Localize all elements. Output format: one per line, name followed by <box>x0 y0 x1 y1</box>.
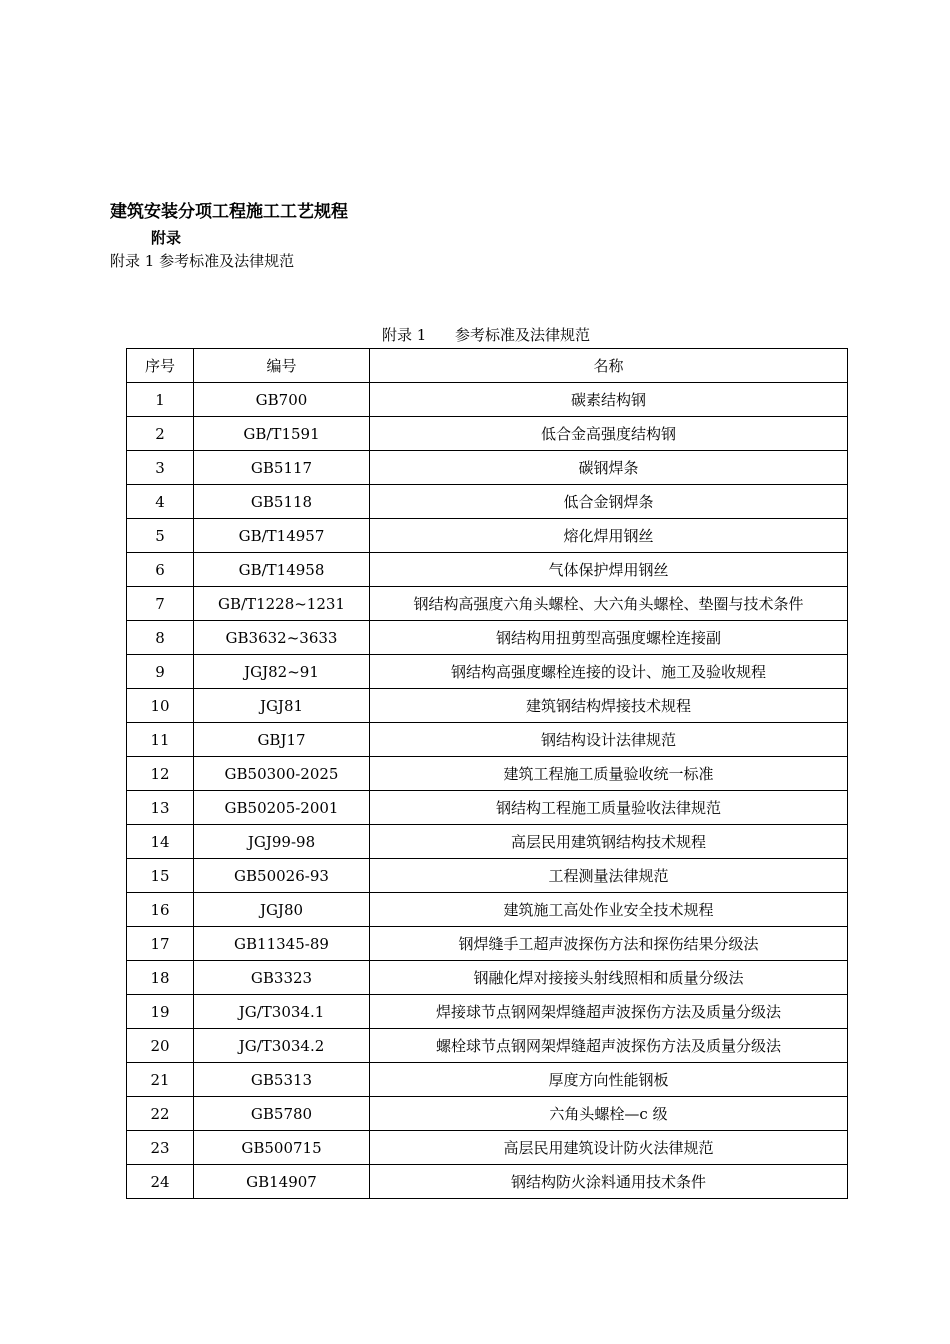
cell-code: GB5313 <box>194 1063 370 1097</box>
cell-name: 碳素结构钢 <box>370 383 848 417</box>
cell-code: GB500715 <box>194 1131 370 1165</box>
table-row <box>127 893 848 927</box>
cell-code: GB50300-2025 <box>194 757 370 791</box>
cell-code: JGJ82~91 <box>194 655 370 689</box>
table-row <box>127 417 848 451</box>
cell-name: 熔化焊用钢丝 <box>370 519 848 553</box>
cell-index: 11 <box>127 723 194 757</box>
cell-code: GB/T14957 <box>194 519 370 553</box>
table-row <box>127 927 848 961</box>
cell-code: GBJ17 <box>194 723 370 757</box>
cell-name: 气体保护焊用钢丝 <box>370 553 848 587</box>
cell-index: 21 <box>127 1063 194 1097</box>
table-row <box>127 689 848 723</box>
cell-name: 低合金钢焊条 <box>370 485 848 519</box>
cell-code: JG/T3034.1 <box>194 995 370 1029</box>
cell-name: 厚度方向性能钢板 <box>370 1063 848 1097</box>
table-row <box>127 961 848 995</box>
section-title: 附录 <box>151 229 182 247</box>
cell-index: 10 <box>127 689 194 723</box>
cell-index: 4 <box>127 485 194 519</box>
header-index: 序号 <box>127 349 194 383</box>
table-body <box>127 383 848 1199</box>
cell-code: GB/T14958 <box>194 553 370 587</box>
cell-name: 钢结构用扭剪型高强度螺栓连接副 <box>370 621 848 655</box>
cell-index: 2 <box>127 417 194 451</box>
cell-name: 钢结构设计法律规范 <box>370 723 848 757</box>
cell-index: 3 <box>127 451 194 485</box>
cell-code: GB14907 <box>194 1165 370 1199</box>
cell-index: 8 <box>127 621 194 655</box>
cell-code: GB3323 <box>194 961 370 995</box>
cell-index: 16 <box>127 893 194 927</box>
cell-name: 钢融化焊对接接头射线照相和质量分级法 <box>370 961 848 995</box>
cell-code: GB/T1591 <box>194 417 370 451</box>
cell-index: 23 <box>127 1131 194 1165</box>
cell-code: GB50026-93 <box>194 859 370 893</box>
cell-code: GB700 <box>194 383 370 417</box>
cell-code: GB5780 <box>194 1097 370 1131</box>
table-header-row <box>127 349 848 383</box>
table-row <box>127 1165 848 1199</box>
table-row <box>127 1063 848 1097</box>
cell-code: GB50205-2001 <box>194 791 370 825</box>
header-name: 名称 <box>370 349 848 383</box>
cell-code: GB/T1228~1231 <box>194 587 370 621</box>
cell-name: 钢焊缝手工超声波探伤方法和探伤结果分级法 <box>370 927 848 961</box>
table-row <box>127 1097 848 1131</box>
cell-name: 高层民用建筑钢结构技术规程 <box>370 825 848 859</box>
cell-index: 5 <box>127 519 194 553</box>
appendix-heading: 附录 1 参考标准及法律规范 <box>110 252 295 270</box>
cell-index: 9 <box>127 655 194 689</box>
table-row <box>127 1029 848 1063</box>
table-row <box>127 757 848 791</box>
table-row <box>127 519 848 553</box>
cell-code: GB3632~3633 <box>194 621 370 655</box>
table-row <box>127 995 848 1029</box>
table-row <box>127 859 848 893</box>
cell-index: 22 <box>127 1097 194 1131</box>
standards-table <box>126 348 848 1199</box>
cell-code: JG/T3034.2 <box>194 1029 370 1063</box>
cell-name: 六角头螺栓—c 级 <box>370 1097 848 1131</box>
table-caption: 附录 1 参考标准及法律规范 <box>382 326 590 344</box>
table-row <box>127 1131 848 1165</box>
table-row <box>127 553 848 587</box>
cell-index: 19 <box>127 995 194 1029</box>
cell-name: 碳钢焊条 <box>370 451 848 485</box>
cell-index: 18 <box>127 961 194 995</box>
cell-name: 高层民用建筑设计防火法律规范 <box>370 1131 848 1165</box>
cell-code: JGJ80 <box>194 893 370 927</box>
document-title: 建筑安装分项工程施工工艺规程 <box>110 202 348 222</box>
cell-code: GB5118 <box>194 485 370 519</box>
table-row <box>127 485 848 519</box>
cell-name: 工程测量法律规范 <box>370 859 848 893</box>
cell-index: 7 <box>127 587 194 621</box>
cell-index: 15 <box>127 859 194 893</box>
cell-index: 13 <box>127 791 194 825</box>
cell-name: 钢结构防火涂料通用技术条件 <box>370 1165 848 1199</box>
cell-name: 低合金高强度结构钢 <box>370 417 848 451</box>
table-row <box>127 621 848 655</box>
table-row <box>127 791 848 825</box>
table-row <box>127 655 848 689</box>
cell-name: 钢结构工程施工质量验收法律规范 <box>370 791 848 825</box>
cell-code: GB5117 <box>194 451 370 485</box>
cell-name: 建筑工程施工质量验收统一标准 <box>370 757 848 791</box>
cell-name: 焊接球节点钢网架焊缝超声波探伤方法及质量分级法 <box>370 995 848 1029</box>
cell-index: 20 <box>127 1029 194 1063</box>
table-row <box>127 451 848 485</box>
cell-name: 螺栓球节点钢网架焊缝超声波探伤方法及质量分级法 <box>370 1029 848 1063</box>
cell-index: 24 <box>127 1165 194 1199</box>
header-code: 编号 <box>194 349 370 383</box>
cell-name: 建筑施工高处作业安全技术规程 <box>370 893 848 927</box>
cell-name: 钢结构高强度六角头螺栓、大六角头螺栓、垫圈与技术条件 <box>370 587 848 621</box>
cell-name: 建筑钢结构焊接技术规程 <box>370 689 848 723</box>
cell-index: 6 <box>127 553 194 587</box>
cell-index: 12 <box>127 757 194 791</box>
table-row <box>127 587 848 621</box>
table-row <box>127 383 848 417</box>
cell-name: 钢结构高强度螺栓连接的设计、施工及验收规程 <box>370 655 848 689</box>
cell-index: 1 <box>127 383 194 417</box>
cell-code: JGJ99-98 <box>194 825 370 859</box>
table-row <box>127 723 848 757</box>
table-row <box>127 825 848 859</box>
cell-code: GB11345-89 <box>194 927 370 961</box>
cell-index: 14 <box>127 825 194 859</box>
cell-index: 17 <box>127 927 194 961</box>
cell-code: JGJ81 <box>194 689 370 723</box>
